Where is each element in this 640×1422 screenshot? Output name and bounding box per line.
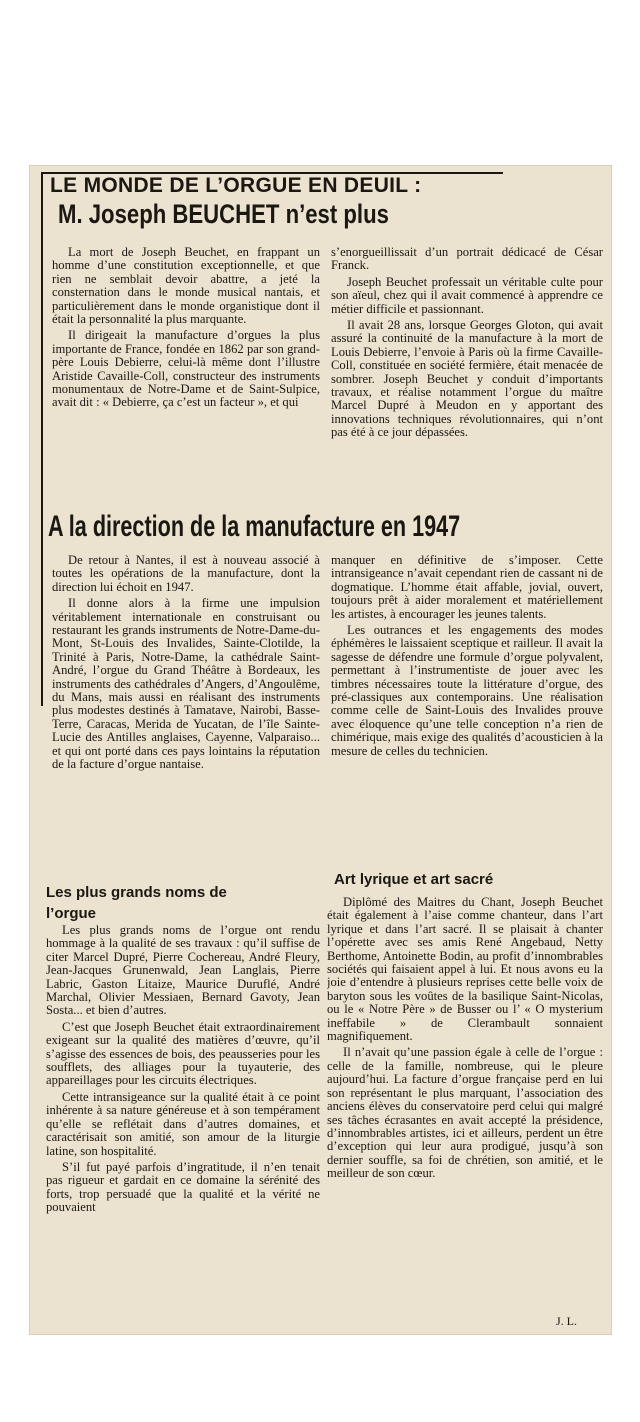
signature: J. L. [556,1314,577,1328]
paragraph: Il n’avait qu’une passion égale à celle de l’orgue : celle de la famille, nombreuse, qui le pleure aujourd’hui. La facture d’orgue française perd en lui son représentant le plus marquant, l’association des anciens élèves du conservatoire perd celui qui malgré ses tâches écrasantes en avait accepté la présidence, d’innombrables artistes, ici et ailleurs, perdent un être d’exception qui leur aura prodigué, jusqu’à son dernier souffle, sa foi de chrétien, son amitié, et le meilleur de son cœur. [327,1045,603,1181]
paragraph: Joseph Beuchet professait un véritable culte pour son aïeul, chez qui il avait commencé à apprendre ce métier difficile et passionnant. [331,274,603,316]
paragraph: La mort de Joseph Beuchet, en frappant un homme d’une constitution exceptionnelle, et que rien ne semblait devoir abattre, a jeté la consternation dans le monde musical nantais, et particulièrement dans le monde organistique dont il était la personnalité la plus marquante. [52,246,320,327]
paragraph: S’il fut payé parfois d’ingratitude, il n’en tenait pas rigueur et gardait en ce domaine la sérénité des forts, trop persuadé que la qualité et la vérité ne pouvaient [46,1159,320,1215]
paragraph: Les plus grands noms de l’orgue ont rendu hommage à la qualité de ses travaux : qu’il suffise de citer Marcel Dupré, Pierre Cochereau, André Fleury, Jean-Jacques Grunenwald, Jean Langlais, Pierre Labric, Gaston Litaize, Maurice Duruflé, André Marchal, Olivier Messiaen, Bernard Gavoty, Jean Sosta... et bien d’autres. [46,924,320,1018]
paragraph: s’enorgueillissait d’un portrait dédicacé de César Franck. [331,246,603,273]
section-heading-manufacture: A la direction de la manufacture en 1947 [48,510,461,543]
intro-column-left [52,246,320,506]
paragraph: C’est que Joseph Beuchet était extraordinairement exigeant sur la qualité des matières d’œuvre, qu’il s’agisse des essences de bois, des peausseries pour les soufflets, des alliages pour la tuyauterie, des appareillages pour les circuits électriques. [46,1019,320,1088]
paragraph: Il avait 28 ans, lorsque Georges Gloton, qui avait assuré la continuité de la manufacture à la mort de Louis Debierre, l’envoie à Paris où la firme Cavaille-Coll, constituée en société fermière, était menacée de sombrer. Joseph Beuchet y conduit d’importants travaux, et réalise notamment l’orgue du maître Marcel Dupré à Meudon en y apportant des innovations techniques révolutionnaires, qui n’ont pas été à ce jour dépassées. [331,318,603,440]
manufacture-column-right [331,554,603,866]
paragraph: Diplômé des Maitres du Chant, Joseph Beuchet était également à l’aise comme chanteur, dans l’art lyrique et dans l’art sacré. Il se plaisait à chanter l’opérette avec ses amis René Angebaud, Netty Berthome, Antoinette Bodin, au profit d’innombrables sociétés qui faisaient appel à lui. Et nous avons eu la joie d’entendre à plusieurs reprises cette belle voix de baryton sous les voûtes de la basilique Saint-Nicolas, ou le « Notre Père » de Busser ou l’ « O mysterium ineffabile » de Clerambault sonnaient magnifiquement. [327,896,603,1044]
art-lyrique-column [327,896,603,1314]
subheading-art-lyrique: Art lyrique et art sacré [334,871,494,888]
paragraph: Les outrances et les engagements des modes éphémères le laissaient sceptique et railleur. Il avait la sagesse de défendre une formule d’orgue polyvalent, permettant à l’instrumentiste de jouer avec les timbres nécessaires toute la littérature d’orgue, des pré-classiques aux contemporains. Une réalisation comme celle de Saint-Louis des Invalides prouve avec éloquence qu’une telle conception n’a rien de chimérique, mais exige des qualités d’acousticien à la mesure de celles du technicien. [331,623,603,758]
paragraph: Cette intransigeance sur la qualité était à ce point inhérente à sa nature généreuse et à son tempérament qu’elle se reflétait dans d’autres domaines, et caractérisait son amitié, son amour de la liturgie latine, son hospitalité. [46,1089,320,1158]
paragraph: De retour à Nantes, il est à nouveau associé à toutes les opérations de la manufacture, dont la direction lui échoit en 1947. [52,554,320,594]
paragraph: Il dirigeait la manufacture d’orgues la plus importante de France, fondée en 1862 par son grand-père Louis Debierre, celui-là même dont l’illustre Aristide Cavaille-Coll, constructeur des instruments monumentaux de Notre-Dame et de Saint-Sulpice, avait dit : « Debierre, ça c’est un facteur », et qui [52,328,320,410]
intro-column-right [331,246,603,506]
paragraph: Il donne alors à la firme une impulsion véritablement internationale en construisant ou restaurant les grands instruments de Notre-Dame-du-Mont, St-Louis des Invalides, Sainte-Clotilde, la Trinité à Paris, Notre-Dame, la cathédrale Saint-André, l’orgue du Grand Théâtre à Bordeaux, les instruments des cathédrales d’Angers, d’Angoulême, du Mans, mais aussi en réalisant des instruments plus modestes destinés à Tamatave, Nairobi, Basse-Terre, Caracas, Merida de Yucatan, de l’île Sainte-Lucie des Antilles anglaises, Cayenne, Valparaiso... et qui ont porté dans ces pays lointains la réputation de la facture d’orgue nantaise. [52,596,320,772]
subheading-text: Les plus grands noms de l’orgue [46,884,227,922]
left-rule [41,172,43,706]
headline-kicker: LE MONDE DE L’ORGUE EN DEUIL : [50,174,422,197]
paragraph: manquer en définitive de s’imposer. Cette intransigeance n’avait cependant rien de cassant ni de dogmatique. L’homme était affable, jovial, ouvert, toujours prêt à aider moralement et matériellement les artistes, à encourager les jeunes talents. [331,554,603,621]
grands-noms-column [46,924,320,1329]
newspaper-clipping [30,166,611,1334]
headline-main: M. Joseph BEUCHET n’est plus [58,199,389,229]
manufacture-column-left [52,554,320,878]
subheading-grands-noms [46,882,256,924]
